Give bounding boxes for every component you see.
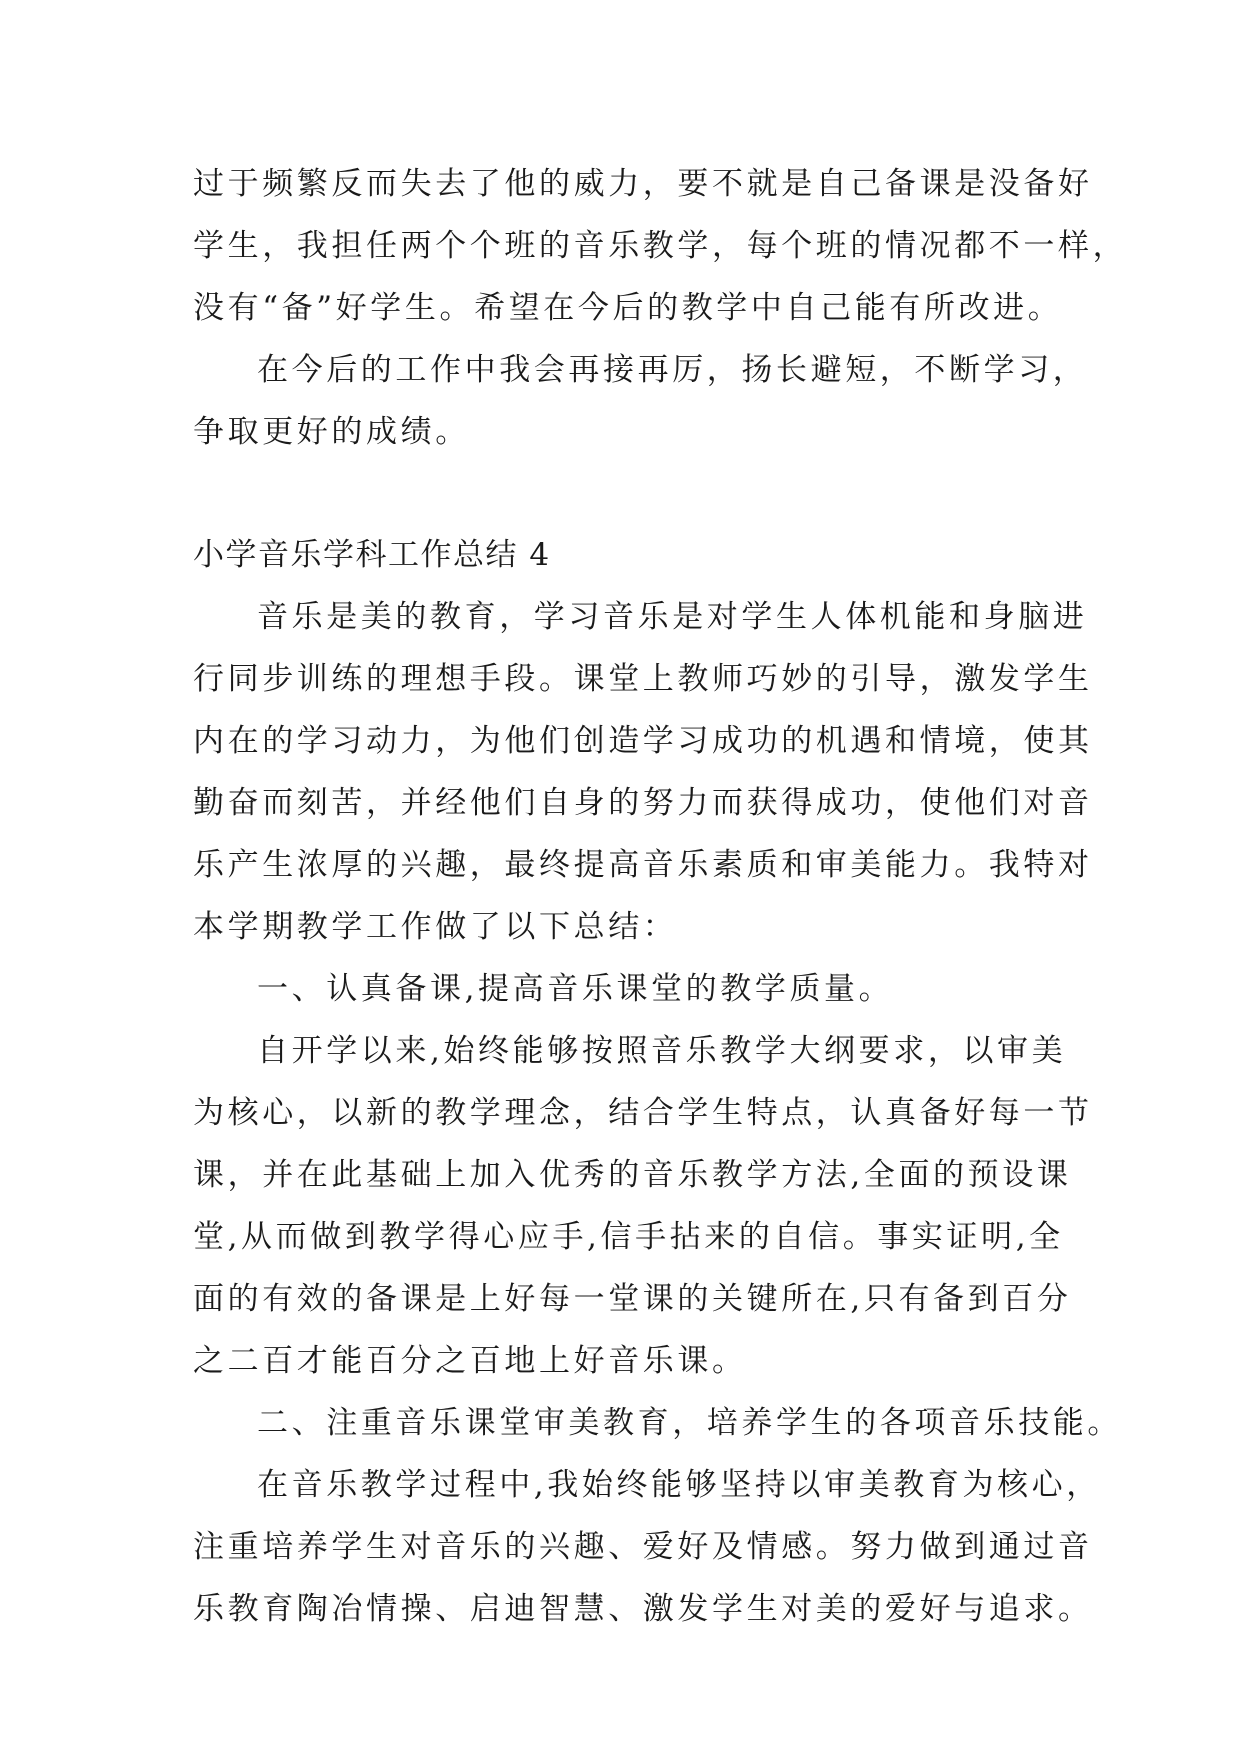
text-line: 之二百才能百分之百地上好音乐课。 (193, 1343, 747, 1379)
paragraph-start: 自开学以来,始终能够按照音乐教学大纲要求，以审美 (257, 1033, 1067, 1069)
paragraph-start: 音乐是美的教育，学习音乐是对学生人体机能和身脑进 (257, 599, 1088, 635)
text-line: 乐产生浓厚的兴趣，最终提高音乐素质和审美能力。我特对 (193, 847, 1093, 883)
text-line: 本学期教学工作做了以下总结： (193, 909, 678, 945)
text-line: 面的有效的备课是上好每一堂课的关键所在,只有备到百分 (193, 1281, 1072, 1317)
text-line: 注重培养学生对音乐的兴趣、爱好及情感。努力做到通过音 (193, 1529, 1093, 1565)
point-heading: 一、认真备课,提高音乐课堂的教学质量。 (257, 971, 894, 1007)
section-title: 小学音乐学科工作总结 4 (193, 537, 551, 573)
paragraph-start: 在今后的工作中我会再接再厉，扬长避短，不断学习， (257, 352, 1088, 388)
text-line: 堂,从而做到教学得心应手,信手拈来的自信。事实证明,全 (193, 1219, 1064, 1255)
text-line: 学生，我担任两个个班的音乐教学，每个班的情况都不一样， (193, 228, 1128, 264)
text-line: 过于频繁反而失去了他的威力，要不就是自己备课是没备好 (193, 166, 1093, 202)
text-line: 勤奋而刻苦，并经他们自身的努力而获得成功，使他们对音 (193, 785, 1093, 821)
text-line: 没有“备”好学生。希望在今后的教学中自己能有所改进。 (193, 290, 1063, 326)
text-line: 内在的学习动力，为他们创造学习成功的机遇和情境，使其 (193, 723, 1093, 759)
text-line: 行同步训练的理想手段。课堂上教师巧妙的引导，激发学生 (193, 661, 1093, 697)
text-line: 课，并在此基础上加入优秀的音乐教学方法,全面的预设课 (193, 1157, 1072, 1193)
text-line: 争取更好的成绩。 (193, 414, 470, 450)
text-line: 为核心，以新的教学理念，结合学生特点，认真备好每一节 (193, 1095, 1093, 1131)
point-heading: 二、注重音乐课堂审美教育，培养学生的各项音乐技能。 (257, 1405, 1122, 1441)
paragraph-start: 在音乐教学过程中,我始终能够坚持以审美教育为核心， (257, 1467, 1101, 1503)
text-line: 乐教育陶冶情操、启迪智慧、激发学生对美的爱好与追求。 (193, 1591, 1093, 1627)
